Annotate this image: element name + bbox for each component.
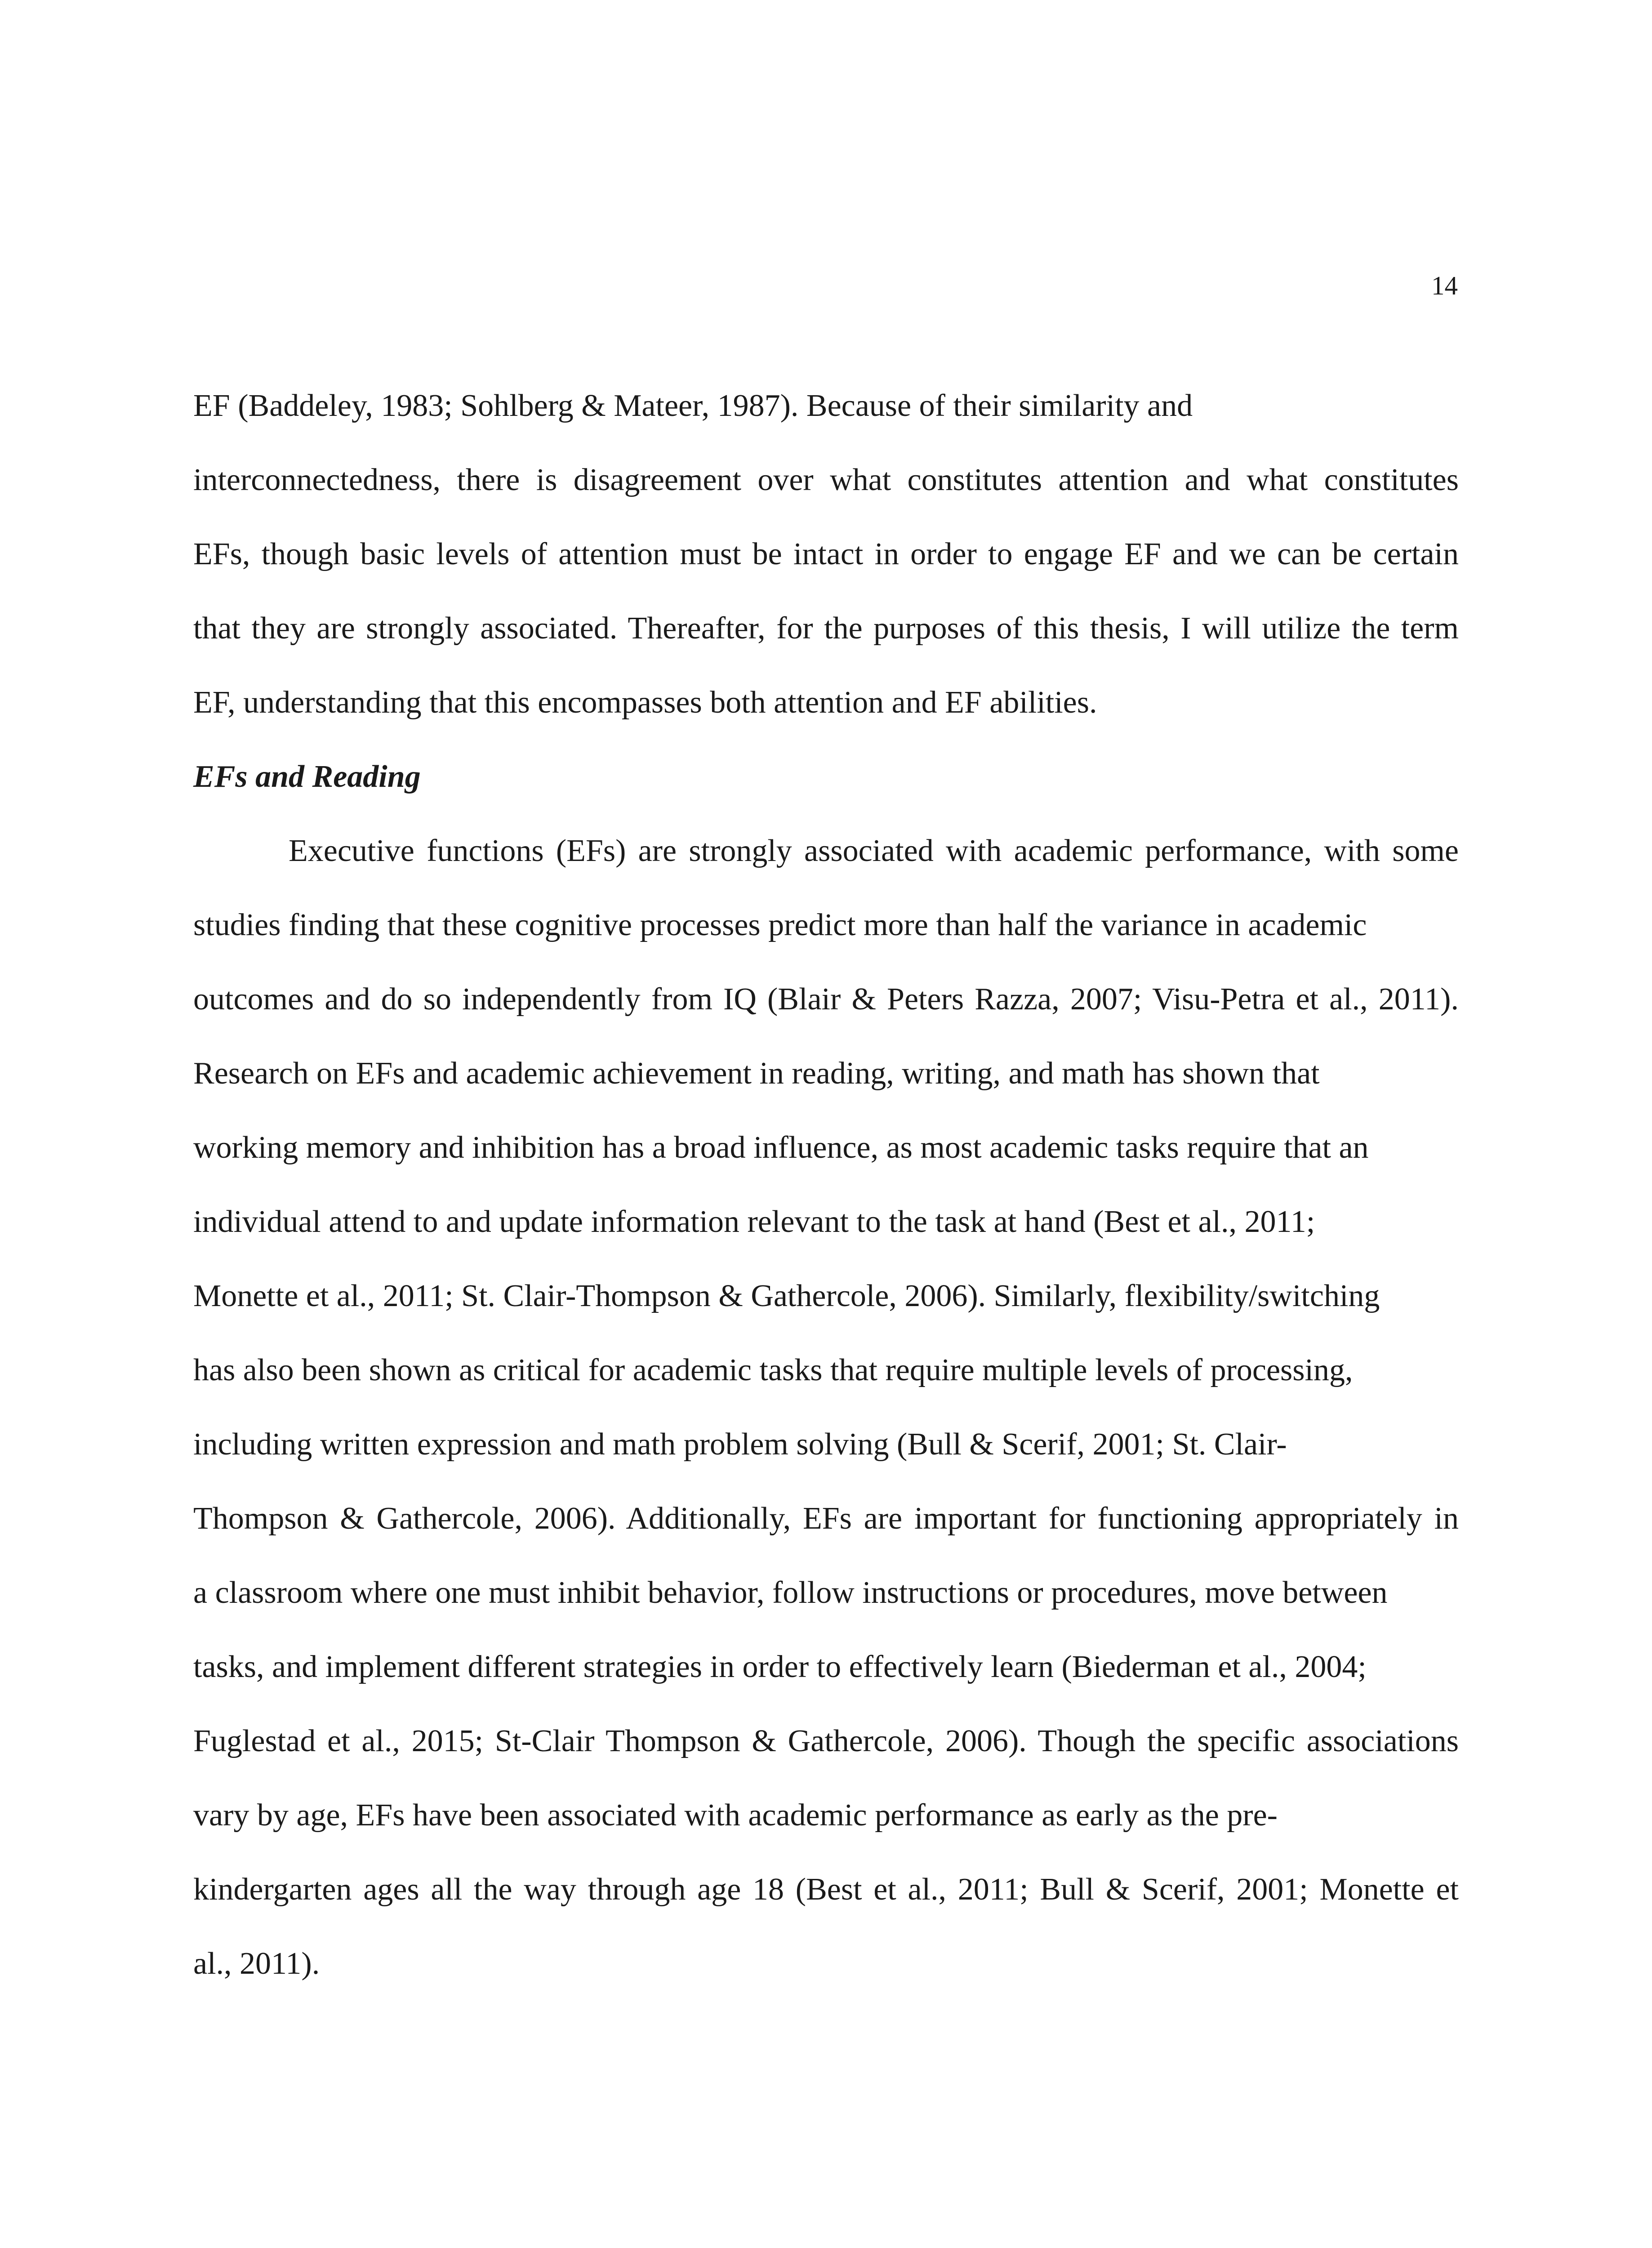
- paragraph-line: EFs, though basic levels of attention must be intact in order to engage EF and we can be certain: [193, 537, 1459, 571]
- paragraph-line: EF (Baddeley, 1983; Sohlberg & Mateer, 1987). Because of their similarity and: [193, 388, 1193, 423]
- paragraph-line: has also been shown as critical for academic tasks that require multiple levels of processing,: [193, 1353, 1353, 1387]
- paragraph-line: kindergarten ages all the way through age 18 (Best et al., 2011; Bull & Scerif, 2001; Monette et: [193, 1872, 1459, 1907]
- paragraph-line: al., 2011).: [193, 1946, 320, 1981]
- paragraph-line: a classroom where one must inhibit behavior, follow instructions or procedures, move between: [193, 1575, 1388, 1610]
- paragraph-line: vary by age, EFs have been associated with academic performance as early as the pre-: [193, 1798, 1278, 1833]
- paragraph-line: Research on EFs and academic achievement in reading, writing, and math has shown that: [193, 1056, 1320, 1091]
- paragraph-line: EF, understanding that this encompasses both attention and EF abilities.: [193, 685, 1097, 720]
- paragraph-line: including written expression and math problem solving (Bull & Scerif, 2001; St. Clair-: [193, 1427, 1287, 1462]
- body-text: [193, 369, 1459, 2001]
- paragraph-line: that they are strongly associated. Thereafter, for the purposes of this thesis, I will utilize the term: [193, 611, 1459, 646]
- paragraph-line: working memory and inhibition has a broad influence, as most academic tasks require that an: [193, 1130, 1369, 1165]
- paragraph-line: interconnectedness, there is disagreement over what constitutes attention and what constitutes: [193, 463, 1459, 497]
- page-number: 14: [1431, 271, 1458, 300]
- paragraph-line: Executive functions (EFs) are strongly associated with academic performance, with some: [289, 834, 1459, 868]
- paragraph-line: Thompson & Gathercole, 2006). Additionally, EFs are important for functioning appropriately in: [193, 1501, 1459, 1536]
- paragraph-line: studies finding that these cognitive processes predict more than half the variance in academic: [193, 908, 1367, 942]
- paragraph-line: individual attend to and update information relevant to the task at hand (Best et al., 2011;: [193, 1204, 1315, 1239]
- paragraph-line: Fuglestad et al., 2015; St-Clair Thompson & Gathercole, 2006). Though the specific associations: [193, 1724, 1459, 1758]
- paragraph-line: Monette et al., 2011; St. Clair-Thompson & Gathercole, 2006). Similarly, flexibility/switching: [193, 1279, 1380, 1313]
- paragraph-line: tasks, and implement different strategies in order to effectively learn (Biederman et al., 2004;: [193, 1650, 1367, 1684]
- paragraph-line: outcomes and do so independently from IQ (Blair & Peters Razza, 2007; Visu-Petra et al., 2011).: [193, 982, 1459, 1017]
- section-heading: EFs and Reading: [193, 759, 421, 794]
